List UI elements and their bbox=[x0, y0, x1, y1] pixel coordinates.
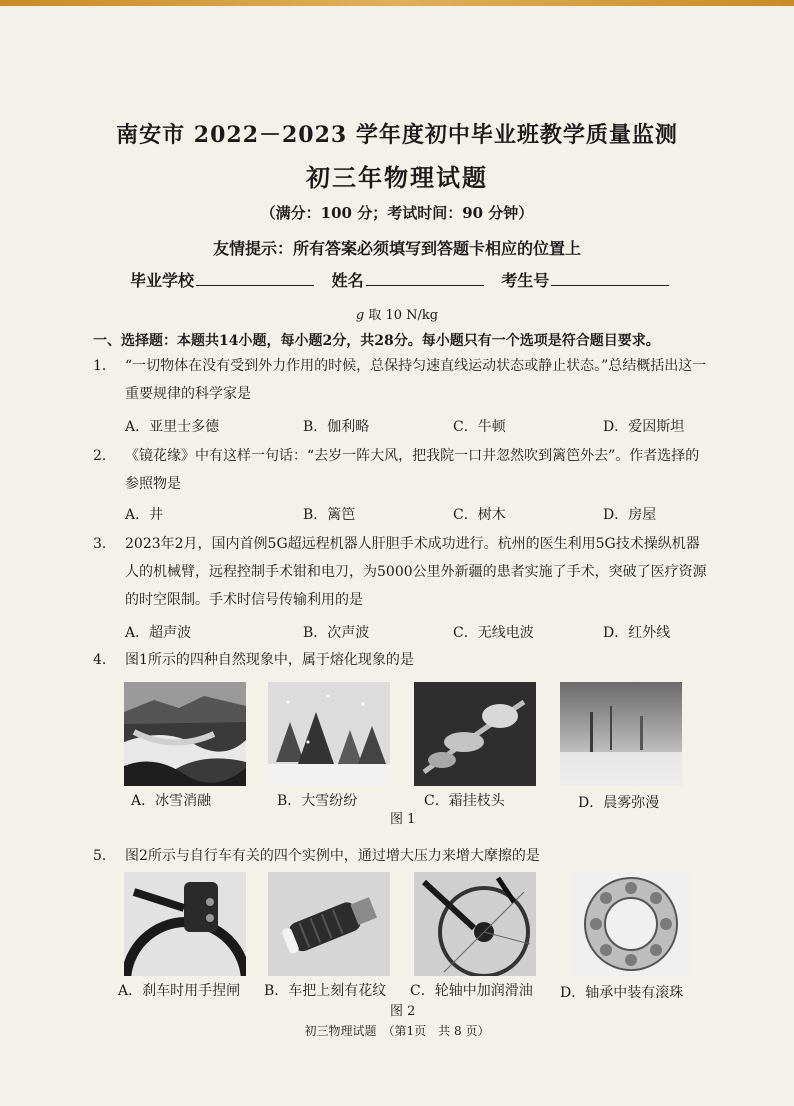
question-text: 《镜花缘》中有这样一句话：“去岁一阵大风，把我院一口井忽然吹到篱笆外去”。作者选择的参照物是 bbox=[125, 448, 700, 492]
question-number: 5． bbox=[93, 848, 116, 864]
exam-hint: 友情提示：所有答案必须填写到答题卡相应的位置上 bbox=[212, 239, 581, 258]
option-a: A．井 bbox=[125, 507, 164, 523]
g-symbol: g bbox=[355, 308, 365, 323]
question-1 bbox=[93, 352, 713, 408]
page-edge bbox=[0, 0, 794, 6]
fig2-caption-a: A．刹车时用手捏闸 bbox=[118, 983, 241, 999]
fig2-caption-c: C．轮轴中加润滑油 bbox=[410, 983, 533, 999]
option-a: A．超声波 bbox=[125, 625, 192, 641]
photo-frost-branch bbox=[414, 682, 536, 786]
photo-heavy-snow bbox=[268, 682, 390, 786]
option-b: B．次声波 bbox=[303, 625, 370, 641]
option-a: A．亚里士多德 bbox=[125, 419, 220, 435]
exam-subtitle: （满分：100 分；考试时间：90 分钟） bbox=[260, 204, 534, 222]
name-blank bbox=[366, 269, 484, 286]
name-label: 姓名 bbox=[331, 271, 364, 290]
g-text: 取 10 N/kg bbox=[364, 308, 439, 323]
option-c: C．树木 bbox=[453, 507, 506, 523]
question-1-options bbox=[125, 416, 725, 438]
student-info-fields bbox=[130, 268, 690, 291]
option-c: C．牛顿 bbox=[453, 419, 506, 435]
question-3 bbox=[93, 530, 713, 614]
school-blank bbox=[196, 269, 314, 286]
fig1-caption-d: D．晨雾弥漫 bbox=[578, 795, 660, 811]
question-text: 图1所示的四种自然现象中，属于熔化现象的是 bbox=[125, 652, 414, 668]
photo-melting-snow bbox=[124, 682, 246, 786]
photo-axle-oil bbox=[414, 872, 536, 976]
option-d: D．红外线 bbox=[603, 625, 671, 641]
question-text: 2023年2月，国内首例5G超远程机器人肝胆手术成功进行。杭州的医生利用5G技术操纵机器人的机械臂，远程控制手术钳和电刀，为5000公里外新疆的患者实施了手术，突破了医疗资源的时空限制。手术时信号传输利用的是 bbox=[125, 536, 707, 608]
figure-1-label: 图 1 bbox=[390, 812, 416, 827]
figure-2-label: 图 2 bbox=[390, 1004, 416, 1019]
question-text: 图2所示与自行车有关的四个实例中，通过增大压力来增大摩擦的是 bbox=[125, 848, 540, 864]
photo-handlebar-grip bbox=[268, 872, 390, 976]
question-2 bbox=[93, 442, 713, 498]
photo-ball-bearing bbox=[570, 872, 692, 976]
photo-morning-fog bbox=[560, 682, 682, 786]
option-d: D．爱因斯坦 bbox=[603, 419, 685, 435]
fig2-caption-d: D．轴承中装有滚珠 bbox=[560, 985, 684, 1001]
exam-title-line1: 南安市 2022－2023 学年度初中毕业班教学质量监测 bbox=[116, 122, 678, 148]
page-footer: 初三物理试题 （第1页 共 8 页） bbox=[304, 1024, 490, 1038]
gravity-note bbox=[0, 304, 794, 323]
question-4 bbox=[93, 646, 713, 674]
fig1-caption-a: A．冰雪消融 bbox=[131, 793, 212, 809]
school-label: 毕业学校 bbox=[130, 271, 195, 290]
id-label: 考生号 bbox=[501, 271, 550, 290]
photo-brake-lever bbox=[124, 872, 246, 976]
option-c: C．无线电波 bbox=[453, 625, 534, 641]
id-blank bbox=[551, 269, 669, 286]
question-number: 4． bbox=[93, 652, 116, 668]
exam-title-line2: 初三年物理试题 bbox=[306, 163, 488, 192]
option-b: B．伽利略 bbox=[303, 419, 370, 435]
question-2-options bbox=[125, 504, 725, 526]
section-heading: 一、选择题：本题共14小题，每小题2分，共28分。每小题只有一个选项是符合题目要求。 bbox=[93, 333, 660, 349]
question-number: 1． bbox=[93, 358, 116, 374]
question-5 bbox=[93, 842, 713, 870]
question-number: 2． bbox=[93, 448, 116, 464]
question-3-options bbox=[125, 622, 725, 644]
option-b: B．篱笆 bbox=[303, 507, 356, 523]
fig2-caption-b: B．车把上刻有花纹 bbox=[264, 983, 387, 999]
fig1-caption-c: C．霜挂枝头 bbox=[424, 793, 505, 809]
fig1-caption-b: B．大雪纷纷 bbox=[277, 793, 358, 809]
question-text: “一切物体在没有受到外力作用的时候，总保持匀速直线运动状态或静止状态。”总结概括出这一重要规律的科学家是 bbox=[125, 358, 707, 402]
question-number: 3． bbox=[93, 536, 116, 552]
option-d: D．房屋 bbox=[603, 507, 657, 523]
